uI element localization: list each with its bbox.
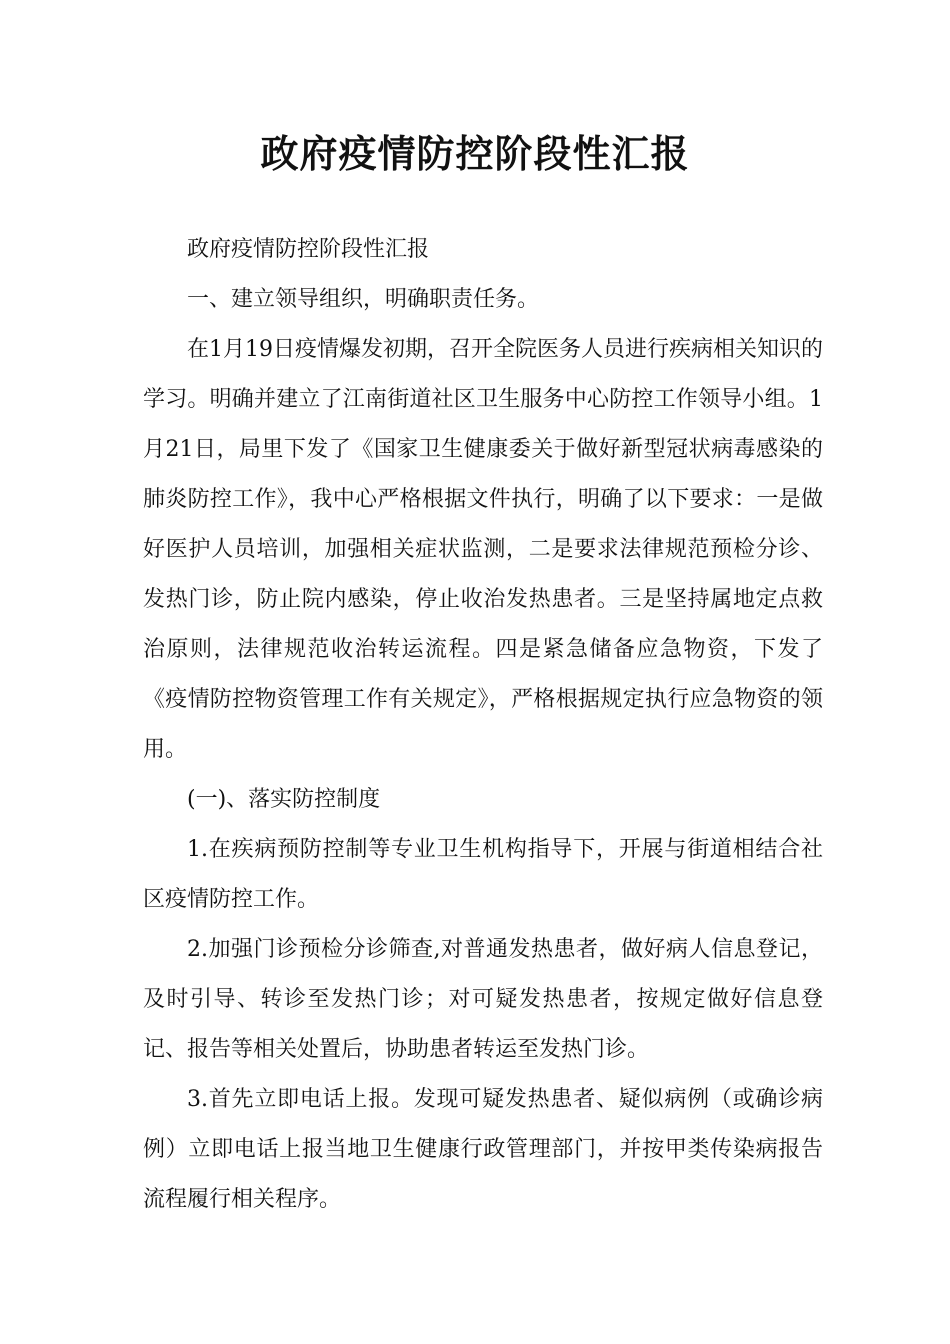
document-title: 政府疫情防控阶段性汇报	[260, 131, 690, 176]
paragraph-subtitle: 政府疫情防控阶段性汇报	[187, 237, 430, 262]
paragraph-subsection-heading: (一)、落实防控制度	[187, 787, 381, 812]
paragraph-item-2: 2.加强门诊预检分诊筛查,对普通发热患者，做好病人信息登记，及时引导、转诊至发热门诊；对可疑发热患者，按规定做好信息登记、报告等相关处置后，协助患者转运至发热门诊。	[143, 937, 823, 1062]
paragraph-item-1: 1.在疾病预防控制等专业卫生机构指导下，开展与街道相结合社区疫情防控工作。	[143, 837, 823, 912]
paragraph-leadership: 在1月19日疫情爆发初期，召开全院医务人员进行疾病相关知识的学习。明确并建立了江南街道社区卫生服务中心防控工作领导小组。1月21日，局里下发了《国家卫生健康委关于做好新型冠状病毒感染的肺炎防控工作》，我中心严格根据文件执行，明确了以下要求：一是做好医护人员培训，加强相关症状监测，二是要求法律规范预检分诊、发热门诊，防止院内感染，停止收治发热患者。三是坚持属地定点救治原则，法律规范收治转运流程。四是紧急储备应急物资，下发了《疫情防控物资管理工作有关规定》，严格根据规定执行应急物资的领用。	[143, 337, 823, 762]
paragraph-section-heading: 一、建立领导组织，明确职责任务。	[187, 287, 540, 312]
document-body	[143, 225, 823, 1225]
paragraph-item-3: 3.首先立即电话上报。发现可疑发热患者、疑似病例（或确诊病例）立即电话上报当地卫生健康行政管理部门，并按甲类传染病报告流程履行相关程序。	[143, 1087, 823, 1212]
